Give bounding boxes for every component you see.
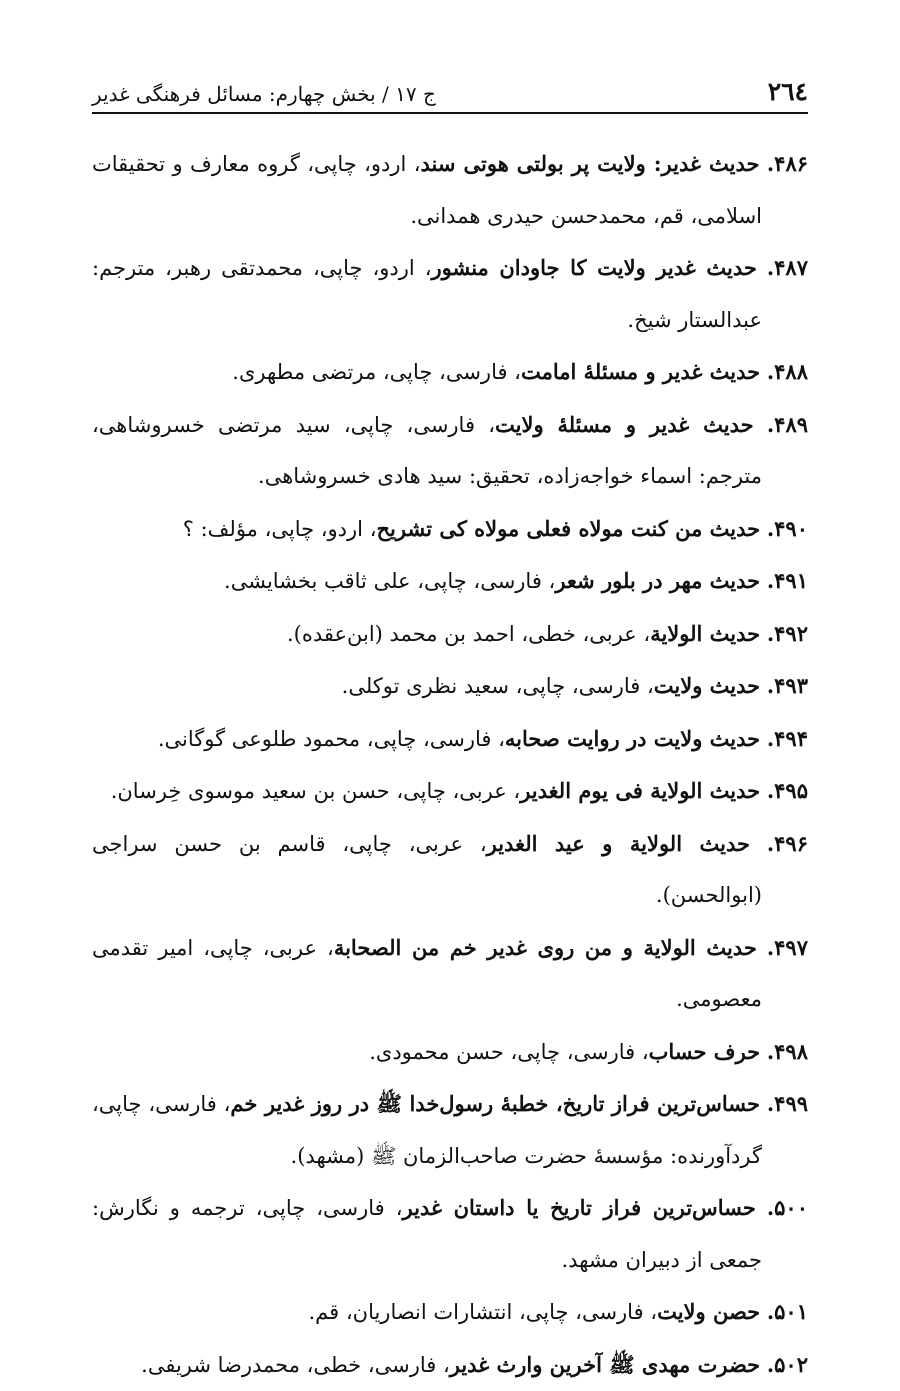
bibliography-entry: [92, 1182, 808, 1286]
entry-details: ، فارسی، چاپی، علی ثاقب بخشایشی.: [224, 569, 555, 593]
entry-number: ۴۹۷.: [767, 935, 808, 960]
entry-number: ۵۰۱.: [767, 1299, 808, 1324]
entry-title: حرف حساب: [649, 1039, 761, 1064]
page-number: ٢٦٤: [768, 77, 808, 106]
entry-details: ، عربی، خطی، احمد بن محمد (ابن‌عقده).: [287, 622, 650, 646]
bibliography-entry: [92, 242, 808, 346]
entry-number: ۴۹۵.: [767, 778, 808, 803]
entry-number: ۴۸۹.: [767, 412, 808, 437]
entry-number: ۴۹۴.: [767, 726, 808, 751]
entry-title: حدیث غدیر ولایت کا جاودان منشور: [431, 255, 756, 280]
entry-title: حدیث من کنت مولاه فعلی مولاه کی تشریح: [376, 516, 760, 541]
entry-details: ، فارسی، چاپی، گردآورنده: مؤسسۀ حضرت صاحب‌الزمان ﷺ (مشهد).: [92, 1092, 762, 1168]
bibliography-entry: [92, 1339, 808, 1391]
entry-title: حدیث مهر در بلور شعر: [555, 568, 760, 593]
entry-title: حدیث الولایة و من روی غدیر خم من الصحابة: [334, 935, 757, 960]
entry-number: ۴۹۸.: [767, 1039, 808, 1064]
entry-number: ۴۹۲.: [767, 621, 808, 646]
entry-details: ، اردو، چاپی، مؤلف: ؟: [183, 517, 377, 541]
entry-number: ۴۹۰.: [767, 516, 808, 541]
entry-number: ۴۹۱.: [767, 568, 808, 593]
bibliography-entry: [92, 765, 808, 818]
entry-details: ، فارسی، چاپی، ترجمه و نگارش: جمعی از دبیران مشهد.: [92, 1196, 762, 1272]
entry-title: حساس‌ترین فراز تاریخ، خطبۀ رسول‌خدا ﷺ در روز غدیر خم: [230, 1091, 760, 1116]
entry-details: ، عربی، چاپی، قاسم بن حسن سراجی (ابوالحسن).: [92, 832, 762, 908]
bibliography-entry: [92, 503, 808, 556]
entry-number: ۴۹۳.: [767, 673, 808, 698]
entry-title: حضرت مهدی ﷺ آخرین وارث غدیر: [450, 1352, 760, 1377]
bibliography-entry: [92, 555, 808, 608]
entry-title: حدیث غدیر و مسئلۀ امامت: [521, 359, 760, 384]
entry-details: ، عربی، چاپی، امیر تقدمی معصومی.: [92, 936, 762, 1012]
entry-title: حدیث الولایة و عید الغدیر: [487, 831, 750, 856]
entry-number: ۴۹۶.: [767, 831, 808, 856]
entry-title: حصن ولایت: [657, 1299, 760, 1324]
bibliography-list: [92, 138, 808, 1391]
bibliography-entry: [92, 138, 808, 242]
entry-number: ۴۸۷.: [767, 255, 808, 280]
bibliography-entry: [92, 818, 808, 922]
bibliography-entry: [92, 399, 808, 503]
bibliography-entry: [92, 713, 808, 766]
entry-number: ۴۹۹.: [767, 1091, 808, 1116]
entry-details: ، اردو، چاپی، محمدتقی رهبر، مترجم: عبدالستار شیخ.: [92, 256, 762, 332]
entry-title: حساس‌ترین فراز تاریخ یا داستان غدیر: [403, 1195, 756, 1220]
entry-title: حدیث الولایة: [650, 621, 760, 646]
entry-details: ، اردو، چاپی، گروه معارف و تحقیقات اسلامی، قم، محمدحسن حیدری همدانی.: [92, 152, 762, 228]
entry-details: ، فارسی، چاپی، حسن محمودی.: [369, 1040, 648, 1064]
entry-title: حدیث غدیر و مسئلۀ ولایت: [495, 412, 754, 437]
entry-title: حدیث ولایت در روایت صحابه: [505, 726, 760, 751]
bibliography-entry: [92, 1026, 808, 1079]
entry-details: ، فارسی، خطی، محمدرضا شریفی.: [141, 1353, 450, 1377]
entry-number: ۴۸۶.: [767, 151, 808, 176]
entry-details: ، فارسی، چاپی، مرتضی مطهری.: [232, 360, 521, 384]
bibliography-entry: [92, 1286, 808, 1339]
entry-details: ، فارسی، چاپی، سعید نظری توکلی.: [342, 674, 654, 698]
page-header: [92, 70, 808, 114]
entry-number: ۴۸۸.: [767, 359, 808, 384]
bibliography-entry: [92, 346, 808, 399]
entry-details: ، فارسی، چاپی، محمود طلوعی گوگانی.: [158, 727, 505, 751]
entry-title: حدیث غدیر: ولایت پر بولتی هوتی سند: [421, 151, 760, 176]
entry-title: حدیث ولایت: [654, 673, 760, 698]
entry-details: ، فارسی، چاپی، سید مرتضی خسروشاهی، مترجم: اسماء خواجه‌زاده، تحقیق: سید هادی خسروشاهی.: [92, 413, 762, 489]
entry-number: ۵۰۲.: [767, 1352, 808, 1377]
bibliography-entry: [92, 922, 808, 1026]
bibliography-entry: [92, 660, 808, 713]
bibliography-entry: [92, 608, 808, 661]
entry-details: ، فارسی، چاپی، انتشارات انصاریان، قم.: [309, 1300, 658, 1324]
entry-title: حدیث الولایة فی یوم الغدیر: [520, 778, 760, 803]
entry-number: ۵۰۰.: [767, 1195, 808, 1220]
entry-details: ، عربی، چاپی، حسن بن سعید موسوی خِرسان.: [111, 779, 521, 803]
bibliography-entry: [92, 1078, 808, 1182]
running-title: ج ١٧ / بخش چهارم: مسائل فرهنگی غدیر: [92, 82, 436, 106]
